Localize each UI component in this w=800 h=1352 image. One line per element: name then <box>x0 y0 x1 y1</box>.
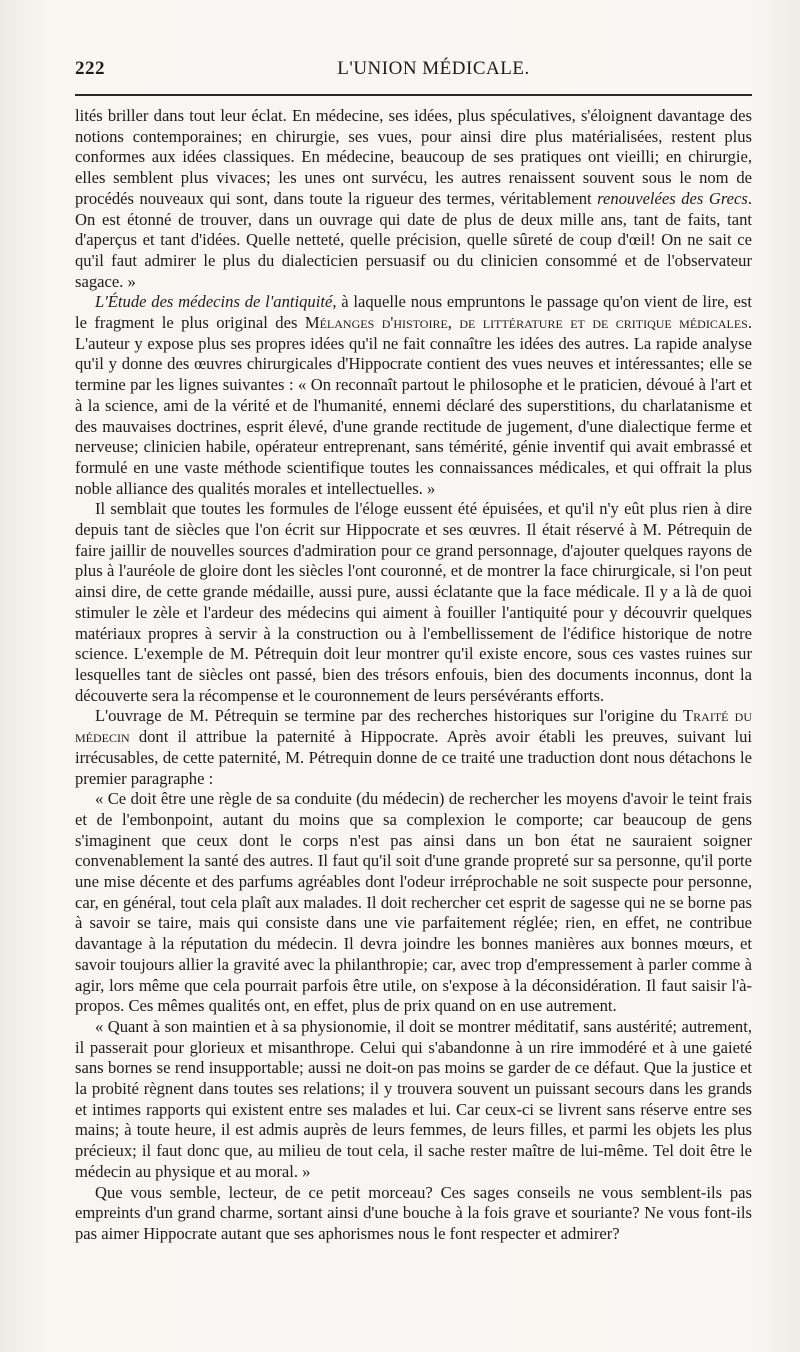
italic-text: L'Étude des médecins de l'antiquité <box>95 292 333 312</box>
paragraph <box>75 706 752 789</box>
small-caps-text: Traité du médecin <box>75 706 752 747</box>
paragraph <box>75 789 752 1017</box>
header-rule <box>75 94 752 96</box>
small-caps-text: Mélanges d'histoire, de littérature et de critique médicales <box>304 313 748 333</box>
text-run: « Ce doit être une règle de sa conduite (du médecin) de rechercher les moyens d'avoir le teint frais et de l'embonpoint, autant du moins que sa complexion le comporte; car beaucoup de gens s'imaginent que ceux dont le corps n'est pas ainsi dans un bon état ne sauraient soigner convenablement la santé des autres. Il faut qu'il soit d'une grande propreté sur sa personne, qu'il porte une mise décente et des parfums agréables dont l'odeur irréprochable ne soit suspecte pour personne, car, en général, tout cela plaît aux malades. Il doit rechercher cet esprit de sagesse qui ne se borne pas à savoir se taire, mais qui consiste dans une vie parfaitement réglée; rien, en effet, ne contribue davantage à la réputation du médecin. Il devra joindre les bonnes manières aux bonnes mœurs, et savoir toujours allier la gravité avec la philanthropie; car, avec trop d'empressement à parler comme à agir, lors même que cela pourrait parfois être utile, on s'expose à la déconsidération. Il faut saisir l'à-propos. Ces mêmes qualités ont, en effet, plus de prix quand on en use autrement. <box>75 789 752 1016</box>
paragraph <box>75 1017 752 1183</box>
text-run: . L'auteur y expose plus ses propres idées qu'il ne fait connaître les idées des autres. La rapide analyse qu'il y donne des œuvres chirurgicales d'Hippocrate contient des vues neuves et intéressantes; elle se termine par les lignes suivantes : « On reconnaît partout le philosophe et le praticien, dévoué à l'art et à la science, ami de la vérité et de l'humanité, ennemi déclaré des superstitions, du charlatanisme et des mauvaises doctrines, esprit élevé, d'une grande rectitude de jugement, d'une dialectique ferme et nerveuse; clinicien habile, opérateur entreprenant, sans témérité, génie inventif qui avait embrassé et formulé en une vaste méthode scientifique toutes les connaissances médicales, et qui offrait la plus noble alliance des qualités morales et intellectuelles. » <box>75 313 752 498</box>
journal-title: L'UNION MÉDICALE. <box>337 58 530 79</box>
text-run: Que vous semble, lecteur, de ce petit morceau? Ces sages conseils ne vous semblent-ils pas empreints d'un grand charme, sortant ainsi d'une bouche à la fois grave et souriante? Ne vous font-ils pas aimer Hippocrate autant que ses aphorismes nous le font respecter et admirer? <box>75 1182 752 1243</box>
italic-text: renouvelées des Grecs <box>597 188 748 208</box>
text-run: Il semblait que toutes les formules de l'éloge eussent été épuisées, et qu'il n'y eût plus rien à dire depuis tant de siècles que l'on écrit sur Hippocrate et ses œuvres. Il était réservé à M. Pétrequin de faire jaillir de nouvelles sources d'admiration pour ce grand personnage, d'ajouter quelques rayons de plus à l'auréole de gloire dont les siècles l'ont couronné, et de montrer la face chirurgicale, si l'on peut ainsi dire, de cette grande médaille, aussi pure, aussi éclatante que la face médicale. Il y a là de quoi stimuler le zèle et l'ardeur des médecins qui aiment à fouiller l'antiquité pour y découvrir quelques matériaux propres à servir à la construction ou à l'embellissement de l'édifice historique de notre science. L'exemple de M. Pétrequin doit leur montrer qu'il existe encore, sous ces vastes ruines sur lesquelles tant de siècles ont passé, bien des trésors enfouis, bien des documents inconnus, dont la découverte sera la récompense et le couronnement de leurs persévérants efforts. <box>75 499 752 705</box>
running-head <box>75 58 752 86</box>
paragraph <box>75 292 752 499</box>
text-run: dont il attribue la paternité à Hippocrate. Après avoir établi les preuves, suivant lui irrécusables, de cette paternité, M. Pétrequin donne de ce traité une traduction dont nous détachons le premier paragraphe : <box>75 727 752 788</box>
text-run: lités briller dans tout leur éclat. En médecine, ses idées, plus spéculatives, s'éloignent davantage des notions contemporaines; en chirurgie, ses vues, pour ainsi dire plus matérialisées, restent plus conformes aux idées classiques. En médecine, beaucoup de ses pratiques ont vieilli; en chirurgie, elles semblent plus vivaces; les unes ont survécu, les autres renaissent souvent sous le nom de procédés nouveaux qui sont, dans toute la rigueur des termes, véritablement <box>75 106 752 208</box>
paragraph <box>75 499 752 706</box>
text-run: L'ouvrage de M. Pétrequin se termine par des recherches historiques sur l'origine du <box>95 706 684 726</box>
page-number: 222 <box>75 58 105 79</box>
article-body <box>75 106 752 1245</box>
text-run: « Quant à son maintien et à sa physionomie, il doit se montrer méditatif, sans austérité; autrement, il passerait pour glorieux et misanthrope. Celui qui s'abandonne à un rire immodéré et à une gaieté sans bornes se rend insupportable; aussi ne doit-on pas moins se garder de ce défaut. Que la justice et la probité règnent dans toutes ses relations; il y trouvera souvent un puissant secours dans les grands et intimes rapports qui existent entre ses malades et lui. Car ceux-ci se livrent sans réserve entre ses mains; à toute heure, il est admis auprès de leurs femmes, de leurs filles, et parmi les objets les plus précieux; il faut donc que, au milieu de tout cela, il sache rester maître de lui-même. Tel doit être le médecin au physique et au moral. » <box>75 1016 752 1181</box>
text-run: , à laquelle nous empruntons le passage qu'on vient de lire, est le fragment le plus original des <box>75 292 752 333</box>
paragraph <box>75 1183 752 1245</box>
paragraph <box>75 106 752 292</box>
text-run: . On est étonné de trouver, dans un ouvrage qui date de plus de deux mille ans, tant de faits, tant d'aperçus et tant d'idées. Quelle netteté, quelle précision, quelle sûreté de coup d'œil! On ne sait ce qu'il faut admirer le plus du dialecticien persuasif ou du clinicien consommé et de l'observateur sagace. » <box>75 188 753 291</box>
